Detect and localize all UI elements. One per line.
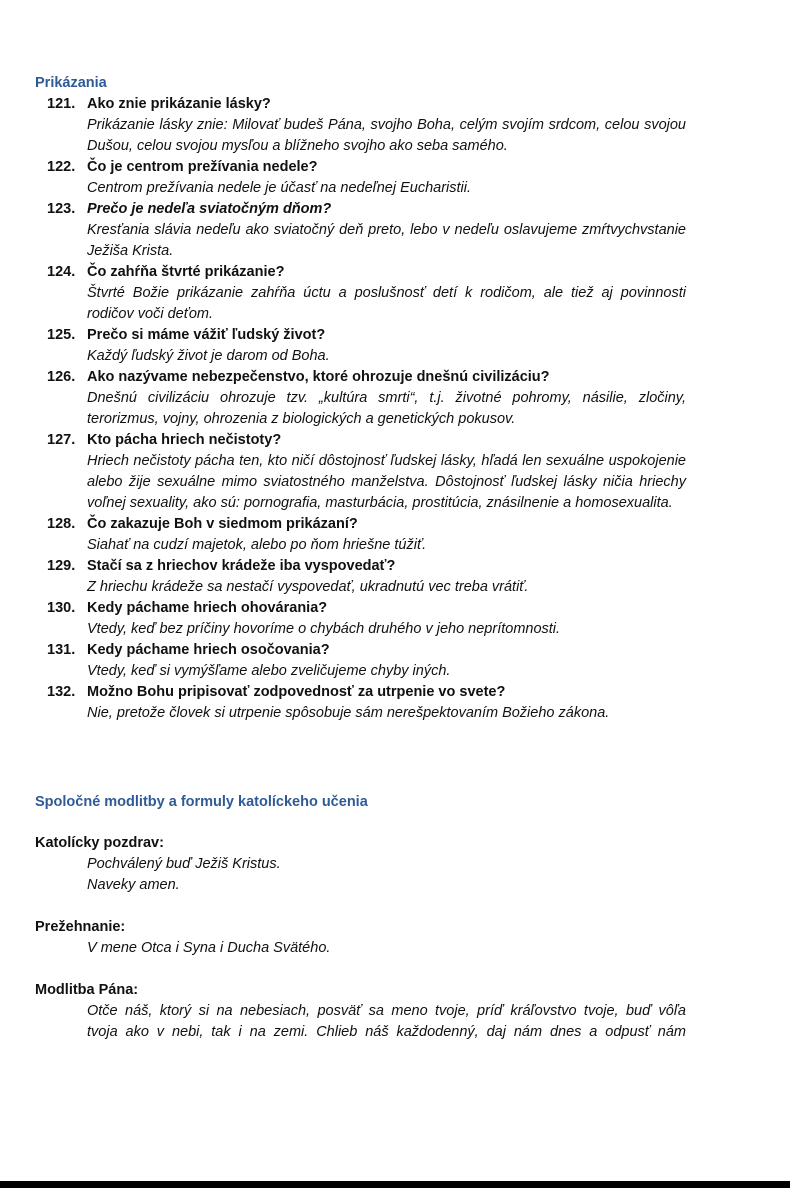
question-text: Možno Bohu pripisovať zodpovednosť za utrpenie vo svete? <box>87 684 506 700</box>
question-row <box>0 430 790 451</box>
greeting-line-1: Pochválený buď Ježiš Kristus. <box>87 856 281 872</box>
qa-list <box>0 94 790 724</box>
lords-prayer-title: Modlitba Pána: <box>35 982 139 998</box>
greeting-title: Katolícky pozdrav: <box>35 835 164 851</box>
question-row <box>0 262 790 283</box>
bottom-rule <box>0 1181 790 1188</box>
question-row <box>0 325 790 346</box>
question-text: Čo zakazuje Boh v siedmom prikázaní? <box>87 516 358 532</box>
question-number: 128. <box>47 516 76 532</box>
greeting-line-2: Naveky amen. <box>87 877 180 893</box>
question-number: 123. <box>47 201 76 217</box>
sign-of-cross-line: V mene Otca i Syna i Ducha Svätého. <box>87 940 331 956</box>
question-row <box>0 199 790 220</box>
answer-text: Štvrté Božie prikázanie zahŕňa úctu a poslušnosť detí k rodičom, ale tiež aj povinnosti rodičov voči deťom. <box>87 285 686 322</box>
question-text: Prečo je nedeľa sviatočným dňom? <box>87 201 332 217</box>
sign-of-cross-title: Prežehnanie: <box>35 919 126 935</box>
question-number: 130. <box>47 600 76 616</box>
question-row <box>0 367 790 388</box>
question-text: Kedy páchame hriech ohovárania? <box>87 600 328 616</box>
answer-text: Nie, pretože človek si utrpenie spôsobuje sám nerešpektovaním Božieho zákona. <box>87 705 610 721</box>
answer-text: Z hriechu krádeže sa nestačí vyspovedať, ukradnutú vec treba vrátiť. <box>87 579 529 595</box>
section-title-commandments: Prikázania <box>35 75 107 91</box>
question-number: 129. <box>47 558 76 574</box>
question-text: Ako znie prikázanie lásky? <box>87 96 271 112</box>
answer-text: Centrom prežívania nedele je účasť na nedeľnej Eucharistii. <box>87 180 472 196</box>
question-row <box>0 556 790 577</box>
question-row <box>0 682 790 703</box>
answer-text: Hriech nečistoty pácha ten, kto ničí dôstojnosť ľudskej lásky, hľadá len sexuálne uspokojenie alebo žije sexuálne mimo sviatostného manželstva. Dôstojnosť ľudskej lásky ničia hriechy voľnej sexuality, ako sú: pornografia, masturbácia, prostitúcia, znásilnenie a homosexualita. <box>87 453 686 511</box>
question-text: Čo je centrom prežívania nedele? <box>87 159 318 175</box>
question-text: Prečo si máme vážiť ľudský život? <box>87 327 326 343</box>
question-text: Ako nazývame nebezpečenstvo, ktoré ohrozuje dnešnú civilizáciu? <box>87 369 550 385</box>
answer-text: Prikázanie lásky znie: Milovať budeš Pána, svojho Boha, celým svojím srdcom, celou svojou Dušou, celou svojou mysľou a blížneho svojho ako seba samého. <box>87 117 686 154</box>
question-text: Čo zahŕňa štvrté prikázanie? <box>87 264 285 280</box>
question-row <box>0 157 790 178</box>
section-title-prayers: Spoločné modlitby a formuly katolíckeho učenia <box>35 794 368 810</box>
question-number: 124. <box>47 264 76 280</box>
question-row <box>0 598 790 619</box>
answer-text: Siahať na cudzí majetok, alebo po ňom hriešne túžiť. <box>87 537 427 553</box>
question-row <box>0 640 790 661</box>
lords-prayer-line-2: tvoja ako v nebi, tak i na zemi. Chlieb náš každodenný, daj nám dnes a odpusť nám <box>87 1024 686 1040</box>
answer-text: Každý ľudský život je darom od Boha. <box>87 348 330 364</box>
question-text: Kto pácha hriech nečistoty? <box>87 432 282 448</box>
answer-text: Vtedy, keď si vymýšľame alebo zveličujeme chyby iných. <box>87 663 451 679</box>
lords-prayer-line-1: Otče náš, ktorý si na nebesiach, posväť sa meno tvoje, príď kráľovstvo tvoje, buď vôľa <box>87 1003 686 1019</box>
question-number: 127. <box>47 432 76 448</box>
question-row <box>0 94 790 115</box>
question-number: 121. <box>47 96 76 112</box>
answer-text: Vtedy, keď bez príčiny hovoríme o chybách druhého v jeho neprítomnosti. <box>87 621 561 637</box>
question-number: 132. <box>47 684 76 700</box>
question-text: Stačí sa z hriechov krádeže iba vyspovedať? <box>87 558 396 574</box>
question-number: 125. <box>47 327 76 343</box>
answer-text: Dnešnú civilizáciu ohrozuje tzv. „kultúra smrti“, t.j. životné pohromy, násilie, zločiny, terorizmus, vojny, ohrozenia z biologických a genetických pokusov. <box>87 390 686 427</box>
question-text: Kedy páchame hriech osočovania? <box>87 642 330 658</box>
question-number: 131. <box>47 642 76 658</box>
question-row <box>0 514 790 535</box>
answer-text: Kresťania slávia nedeľu ako sviatočný deň preto, lebo v nedeľu oslavujeme zmŕtvychvstanie Ježiša Krista. <box>87 222 686 259</box>
question-number: 122. <box>47 159 76 175</box>
question-number: 126. <box>47 369 76 385</box>
